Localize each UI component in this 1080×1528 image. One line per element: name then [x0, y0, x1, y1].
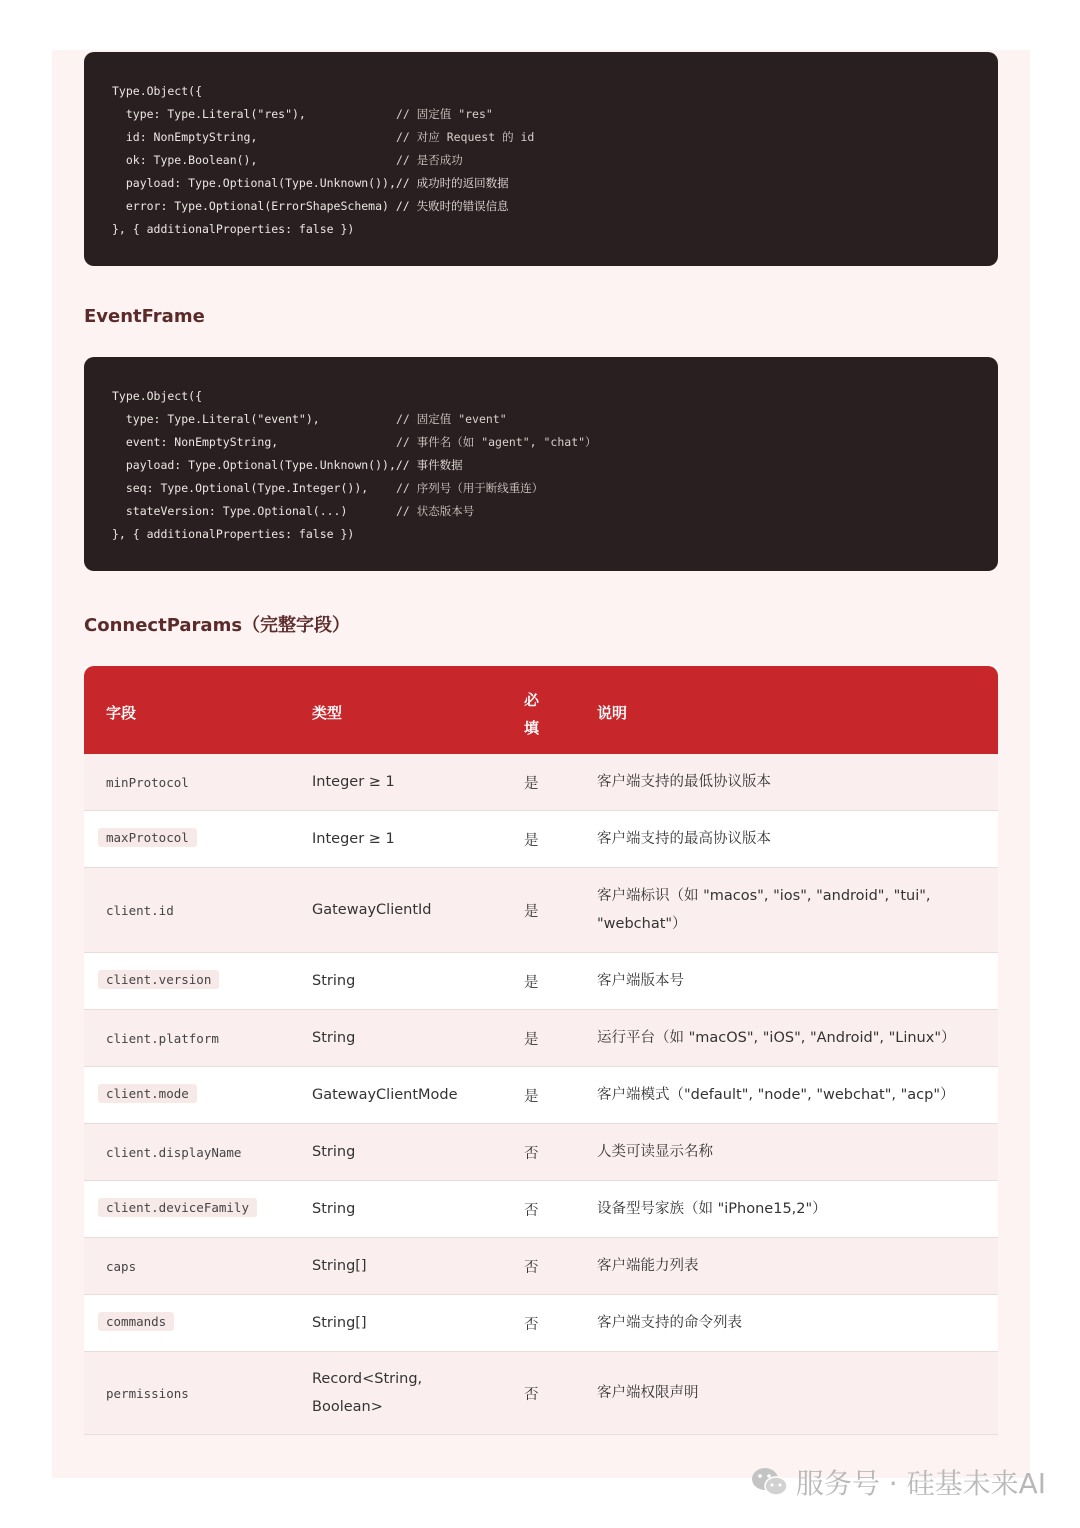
code-block-response-frame — [84, 52, 998, 266]
field-desc: 客户端权限声明 — [597, 1385, 699, 1401]
field-desc: 客户端版本号 — [597, 973, 684, 989]
field-type: GatewayClientId — [312, 902, 432, 918]
field-name: caps — [106, 1259, 137, 1274]
header-type: 类型 — [312, 704, 343, 722]
field-desc: 客户端能力列表 — [597, 1258, 699, 1274]
field-desc: 设备型号家族（如 "iPhone15,2"） — [597, 1201, 827, 1217]
field-name: client.version — [98, 970, 219, 989]
table-row — [84, 811, 998, 868]
field-desc: 客户端支持的最高协议版本 — [597, 831, 771, 847]
field-name: client.mode — [98, 1084, 197, 1103]
field-required: 是 — [524, 1032, 539, 1048]
code-comment: // 是否成功 — [396, 153, 463, 167]
code-comment: // 事件名（如 "agent", "chat"） — [396, 435, 597, 449]
code-comment: // 序列号（用于断线重连） — [396, 481, 544, 495]
field-type: String[] — [312, 1315, 367, 1331]
code-line: type: Type.Literal("event"), — [112, 412, 320, 426]
field-name: commands — [98, 1312, 174, 1331]
code-comment: // 状态版本号 — [396, 504, 475, 518]
field-type: Integer ≥ 1 — [312, 831, 395, 847]
field-required: 否 — [524, 1260, 539, 1276]
field-required: 是 — [524, 1089, 539, 1105]
field-required: 否 — [524, 1146, 539, 1162]
field-required: 是 — [524, 833, 539, 849]
field-type: GatewayClientMode — [312, 1087, 458, 1103]
field-required: 否 — [524, 1387, 539, 1403]
table-row — [84, 1238, 998, 1295]
code-block-event-frame — [84, 357, 998, 571]
code-line: id: NonEmptyString, — [112, 130, 258, 144]
field-type: Integer ≥ 1 — [312, 774, 395, 790]
field-desc: 人类可读显示名称 — [597, 1144, 713, 1160]
header-desc: 说明 — [597, 704, 628, 722]
field-desc: 运行平台（如 "macOS", "iOS", "Android", "Linux"） — [597, 1030, 956, 1046]
field-name: maxProtocol — [98, 828, 197, 847]
code-line: stateVersion: Type.Optional(...) — [112, 504, 348, 518]
field-type: Record<String, Boolean> — [312, 1371, 423, 1415]
section-title-connect-params: ConnectParams（完整字段） — [84, 615, 351, 636]
field-required: 是 — [524, 904, 539, 920]
code-line: ok: Type.Boolean(), — [112, 153, 258, 167]
header-field: 字段 — [106, 704, 137, 722]
table-row — [84, 1181, 998, 1238]
code-comment: // 固定值 "event" — [396, 412, 507, 426]
field-type: String — [312, 1030, 356, 1046]
table-row — [84, 1067, 998, 1124]
field-required: 否 — [524, 1317, 539, 1333]
field-name: minProtocol — [106, 775, 189, 790]
table-header — [84, 666, 998, 754]
table-row — [84, 754, 998, 811]
connect-params-table — [84, 666, 998, 1434]
field-name: client.platform — [106, 1031, 219, 1046]
code-line: }, { additionalProperties: false }) — [112, 527, 355, 541]
code-line: Type.Object({ — [112, 389, 203, 403]
field-desc: 客户端支持的最低协议版本 — [597, 774, 771, 790]
table-row — [84, 1295, 998, 1352]
field-name: client.id — [106, 903, 174, 918]
field-type: String[] — [312, 1258, 367, 1274]
table-row — [84, 1010, 998, 1067]
code-line: }, { additionalProperties: false }) — [112, 222, 355, 236]
code-comment: // 固定值 "res" — [396, 107, 493, 121]
watermark — [750, 1462, 1046, 1502]
code-line: type: Type.Literal("res"), — [112, 107, 306, 121]
header-required: 必填 — [524, 691, 540, 737]
watermark-text: 服务号 · 硅基未来AI — [795, 1467, 1046, 1500]
field-desc: 客户端标识（如 "macos", "ios", "android", "tui", "webchat"） — [597, 888, 931, 932]
field-required: 是 — [524, 776, 539, 792]
code-comment: // 对应 Request 的 id — [396, 130, 535, 144]
field-name: permissions — [106, 1386, 189, 1401]
table-row — [84, 1124, 998, 1181]
code-line: event: NonEmptyString, — [112, 435, 279, 449]
field-type: String — [312, 973, 356, 989]
field-desc: 客户端支持的命令列表 — [597, 1315, 742, 1331]
code-line: error: Type.Optional(ErrorShapeSchema) // 失败时的错误信息 — [112, 199, 509, 213]
field-required: 否 — [524, 1203, 539, 1219]
field-required: 是 — [524, 975, 539, 991]
table-row — [84, 953, 998, 1010]
code-line: Type.Object({ — [112, 84, 203, 98]
code-line: payload: Type.Optional(Type.Unknown()),// 事件数据 — [112, 458, 463, 472]
code-line: payload: Type.Optional(Type.Unknown()),// 成功时的返回数据 — [112, 176, 509, 190]
field-type: String — [312, 1201, 356, 1217]
field-name: client.displayName — [106, 1145, 242, 1160]
table-row — [84, 868, 998, 953]
wechat-icon — [750, 1465, 790, 1499]
field-name: client.deviceFamily — [98, 1198, 257, 1217]
section-title-event-frame: EventFrame — [84, 306, 205, 327]
table-row — [84, 1352, 998, 1435]
field-type: String — [312, 1144, 356, 1160]
field-desc: 客户端模式（"default", "node", "webchat", "acp"） — [597, 1087, 955, 1103]
code-line: seq: Type.Optional(Type.Integer()), — [112, 481, 369, 495]
